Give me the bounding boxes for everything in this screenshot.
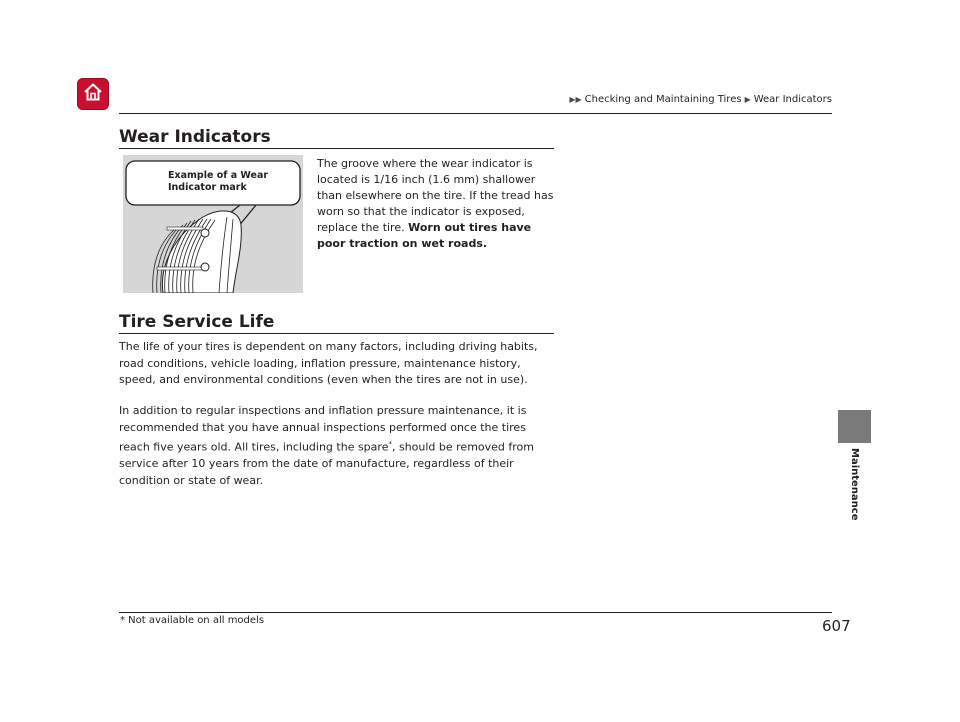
wear-indicator-description (317, 156, 557, 252)
section-title-wear-indicators: Wear Indicators (119, 127, 271, 147)
triangle-right-icon: ▶ (744, 95, 751, 104)
home-button[interactable] (77, 78, 109, 110)
section-title-tire-service-life: Tire Service Life (119, 312, 275, 332)
chapter-tab-label[interactable]: Maintenance (849, 448, 860, 521)
triangle-right-icon: ▶▶ (569, 95, 582, 104)
footnote-marker[interactable]: * (388, 440, 392, 448)
breadcrumb (569, 94, 832, 105)
header-divider (119, 113, 832, 114)
wear-indicator-figure (123, 155, 303, 293)
paragraph-text: In addition to regular inspections and inflation pressure maintenance, it is recommended that you have annual inspections performed once the tires reach five years old. All tires, including the spare (119, 404, 527, 454)
footnote-divider (119, 612, 832, 613)
tire-service-life-paragraph-1: The life of your tires is dependent on many factors, including driving habits, road conditions, vehicle loading, inflation pressure, maintenance history, speed, and environmental conditions (even when the tires are not in use). (119, 340, 538, 386)
home-icon (82, 81, 104, 107)
wear-indicator-body: The groove where the wear indicator is located is 1/16 inch (1.6 mm) shallower than elsewhere on the tire. If the tread has worn so that the indicator is exposed, replace the tire. (317, 157, 554, 234)
breadcrumb-item[interactable]: Checking and Maintaining Tires (584, 94, 742, 105)
section-divider (119, 148, 554, 149)
figure-caption: Example of a Wear Indicator mark (168, 170, 269, 193)
footnote: * Not available on all models (120, 615, 265, 626)
chapter-tab[interactable] (838, 410, 871, 443)
breadcrumb-item[interactable]: Wear Indicators (753, 94, 832, 105)
tire-service-life-paragraph-2 (119, 403, 559, 489)
page-number: 607 (822, 617, 851, 635)
section-divider (119, 333, 554, 334)
paragraph-text: , should be removed from service after 10 years from the date of manufacture, regardless of their condition or state of wear. (119, 440, 534, 487)
wear-indicator-warning: Worn out tires have poor traction on wet roads. (317, 221, 532, 250)
